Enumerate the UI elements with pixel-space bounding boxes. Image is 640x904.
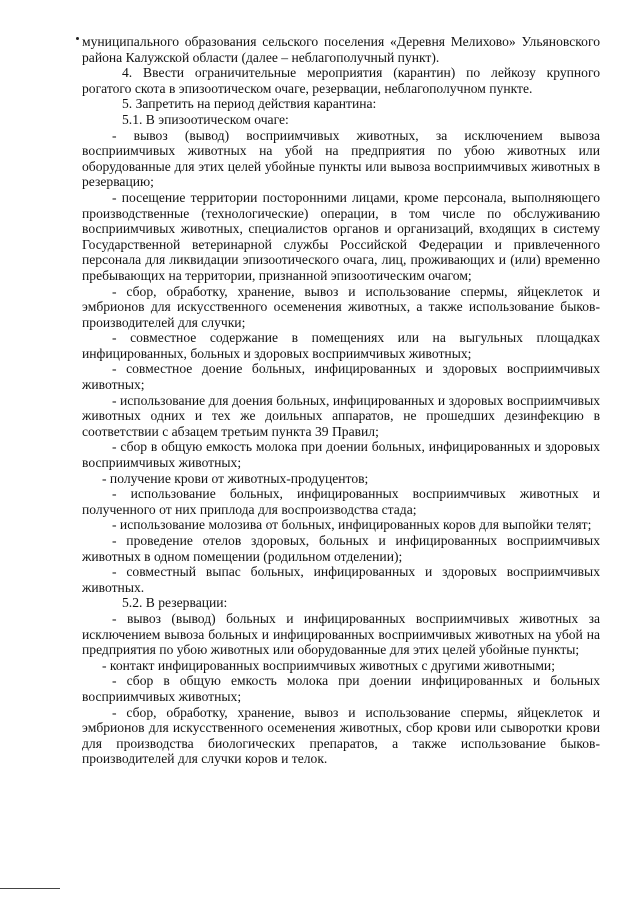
list-item-reproduction: - использование больных, инфицированных восприимчивых животных и полученного от них приплода для воспроизводства стада; xyxy=(82,486,600,517)
scan-dot-mark xyxy=(76,37,79,40)
list-item-export: - вывоз (вывод) восприимчивых животных, за исключением вывоза восприимчивых животных на убой на предприятия по убою животных или оборудованные для этих целей убойные пункты или вывоза восприимчивых животных в резервацию; xyxy=(82,127,600,190)
paragraph-municipality: муниципального образования сельского поселения «Деревня Мелихово» Ульяновского района Калужской области (далее – неблагополучный пункт). xyxy=(82,34,600,65)
paragraph-item-5: 5. Запретить на период действия карантина: xyxy=(122,96,377,112)
list-item-milk-collection: - сбор в общую емкость молока при доении больных, инфицированных и здоровых восприимчивых животных; xyxy=(82,439,600,471)
footer-rule xyxy=(0,888,60,889)
list-item-blood: - получение крови от животных-продуцентов; xyxy=(102,470,369,486)
list-item-contact: - контакт инфицированных восприимчивых животных с другими животными; xyxy=(102,657,555,673)
list-item-joint-milking: - совместное доение больных, инфицированных и здоровых восприимчивых животных; xyxy=(82,361,600,393)
list-item-reservation-sperm: - сбор, обработку, хранение, вывоз и использование спермы, яйцеклеток и эмбрионов для искусственного осеменения животных, сбор крови или сыворотки крови для производства биологических препаратов, а также использование быков-производителей для случки коров и телок. xyxy=(82,704,600,767)
list-item-calving: - проведение отелов здоровых, больных и инфицированных восприимчивых животных в одном помещении (родильном отделении); xyxy=(82,533,600,564)
list-item-grazing: - совместный выпас больных, инфицированных и здоровых восприимчивых животных. xyxy=(82,564,600,595)
list-item-reservation-export: - вывоз (вывод) больных и инфицированных восприимчивых животных за исключением вывоза больных и инфицированных восприимчивых животных на убой на предприятия по убою животных или оборудованные для этих целей убойные пункты; xyxy=(82,610,600,658)
paragraph-item-4: 4. Ввести ограничительные мероприятия (карантин) по лейкозу крупного рогатого скота в эпизоотическом очаге, резервации, неблагополучном пункте. xyxy=(82,65,600,96)
list-item-visit: - посещение территории посторонними лицами, кроме персонала, выполняющего производственные (технологические) операции, в том числе по обслуживанию восприимчивых животных, специалистов органов и организаций, входящих в систему Государственной ветеринарной службы Российской Федерации и привлеченного персонала для ликвидации эпизоотического очага, лиц, проживающих и (или) временно пребывающих на территории, признанной эпизоотическим очагом; xyxy=(82,189,600,283)
list-item-reservation-milk: - сбор в общую емкость молока при доении инфицированных и больных восприимчивых животных; xyxy=(82,673,600,704)
document-body xyxy=(82,34,600,767)
list-item-colostrum: - использование молозива от больных, инфицированных коров для выпойки телят; xyxy=(112,517,592,533)
list-item-joint-keeping: - совместное содержание в помещениях или на выгульных площадках инфицированных, больных и здоровых восприимчивых животных; xyxy=(82,330,600,361)
paragraph-item-5-2: 5.2. В резервации: xyxy=(122,595,228,611)
list-item-milking-machines: - использование для доения больных, инфицированных и здоровых восприимчивых животных одних и тех же доильных аппаратов, не прошедших дезинфекцию в соответствии с абзацем третьим пункта 39 Правил; xyxy=(82,392,600,439)
list-item-sperm: - сбор, обработку, хранение, вывоз и использование спермы, яйцеклеток и эмбрионов для искусственного осеменения животных, а также использование быков-производителей для случки; xyxy=(82,283,600,330)
paragraph-item-5-1: 5.1. В эпизоотическом очаге: xyxy=(122,111,289,127)
